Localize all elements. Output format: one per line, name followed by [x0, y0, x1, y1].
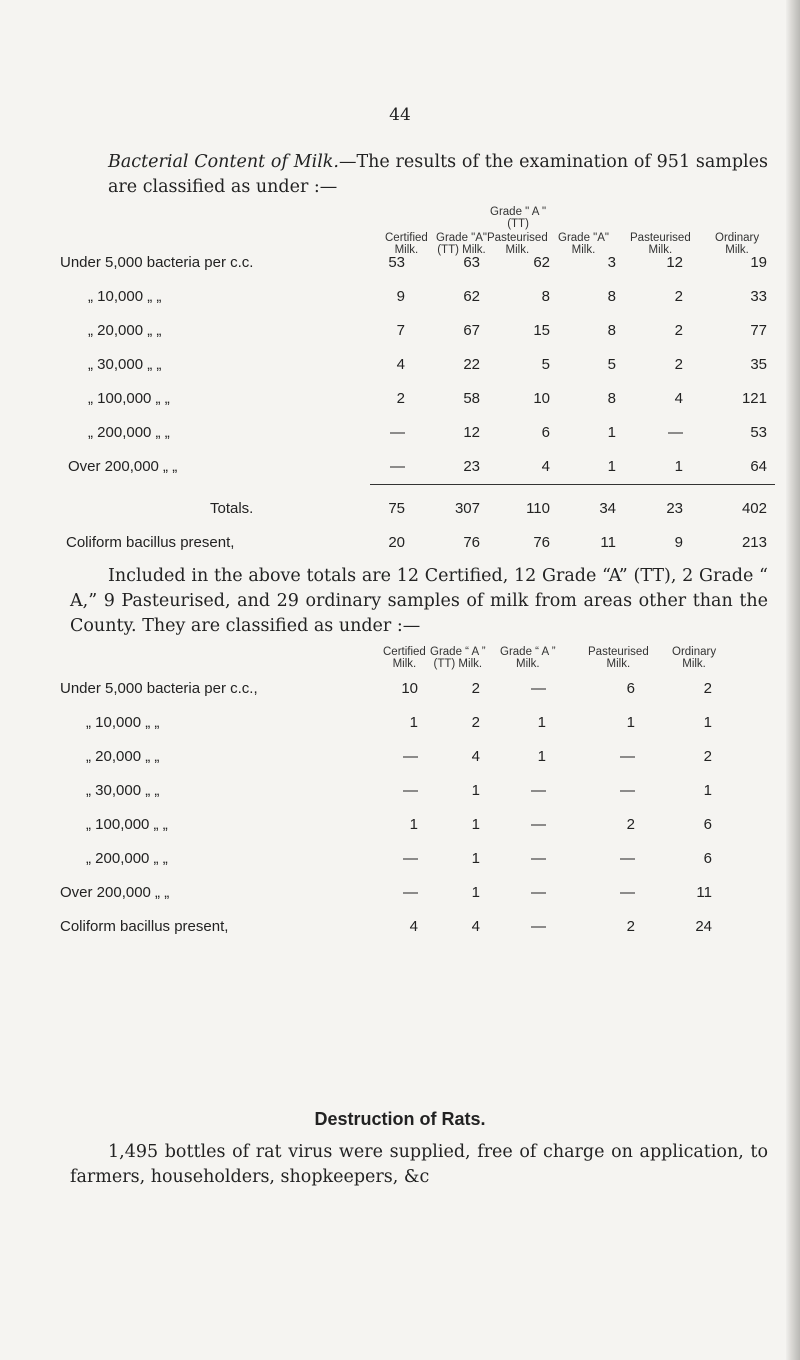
table1-row: „ 10,000 „ „ 9 62 8 8 2 33: [88, 288, 767, 305]
table1-header-pasteurised: Pasteurised Milk.: [630, 232, 691, 256]
intro-title: Bacterial Content of Milk.: [108, 152, 339, 172]
table2-coliform-row: Coliform bacillus present, 4 4 — 2 24: [60, 918, 712, 935]
table2-row: „ 10,000 „ „ 1 2 1 1 1: [86, 714, 712, 731]
table1-row: „ 20,000 „ „ 7 67 15 8 2 77: [88, 322, 767, 339]
table1-col3-topline: Grade " A " (TT): [490, 206, 547, 230]
table2-row: Over 200,000 „ „ — 1 — — 11: [60, 884, 712, 901]
table1-totals-rule: [370, 484, 775, 485]
table1-header-ordinary: Ordinary Milk.: [715, 232, 760, 256]
table2-header-pasteurised: Pasteurised Milk.: [588, 646, 649, 670]
table1-header-grade-a-tt: Grade "A" (TT) Milk.: [436, 232, 487, 256]
table1-row: Over 200,000 „ „ — 23 4 1 1 64: [68, 458, 767, 475]
table1-row: „ 200,000 „ „ — 12 6 1 — 53: [88, 424, 767, 441]
intro-dash: —: [338, 152, 357, 172]
table2-header-grade-a: Grade “ A ” Milk.: [500, 646, 556, 670]
table2-row: „ 200,000 „ „ — 1 — — 6: [86, 850, 712, 867]
page-number: 44: [389, 105, 411, 125]
rats-heading: Destruction of Rats.: [314, 1109, 486, 1129]
table1-totals-row: Totals. 75 307 110 34 23 402: [210, 500, 767, 517]
table1-header-certified: Certified Milk.: [385, 232, 428, 256]
table2-header-certified: Certified Milk.: [383, 646, 426, 670]
rats-paragraph: 1,495 bottles of rat virus were supplied, free of charge on application, to farmers, householders, shopkeepers, &c: [70, 1142, 768, 1187]
table2-row: Under 5,000 bacteria per c.c., 10 2 — 6 2: [60, 680, 712, 697]
table1-row: Under 5,000 bacteria per c.c. 53 63 62 3 12 19: [60, 254, 767, 271]
table1-row: „ 30,000 „ „ 4 22 5 5 2 35: [88, 356, 767, 373]
table1-header-gradea-tt-pasteurised: Pasteurised Milk.: [487, 232, 548, 256]
table2-header-ordinary: Ordinary Milk.: [672, 646, 717, 670]
table2-row: „ 30,000 „ „ — 1 — — 1: [86, 782, 712, 799]
table2-row: „ 20,000 „ „ — 4 1 — 2: [86, 748, 712, 765]
table1-header-grade-a: Grade "A" Milk.: [558, 232, 609, 256]
table1-row: „ 100,000 „ „ 2 58 10 8 4 121: [88, 390, 767, 407]
table2-header-grade-a-tt: Grade “ A ” (TT) Milk.: [430, 646, 486, 670]
included-paragraph: Included in the above totals are 12 Certified, 12 Grade “A” (TT), 2 Grade “ A,” 9 Pasteurised, and 29 ordinary samples of milk from areas other than the County. They are classified as under :—: [70, 566, 768, 636]
table1-coliform-row: Coliform bacillus present, 20 76 76 11 9 213: [66, 534, 767, 551]
intro-paragraph: [108, 150, 768, 200]
intro-text: The results of the examination of 951 samples are classified as under :—: [108, 152, 768, 197]
table2-row: „ 100,000 „ „ 1 1 — 2 6: [86, 816, 712, 833]
